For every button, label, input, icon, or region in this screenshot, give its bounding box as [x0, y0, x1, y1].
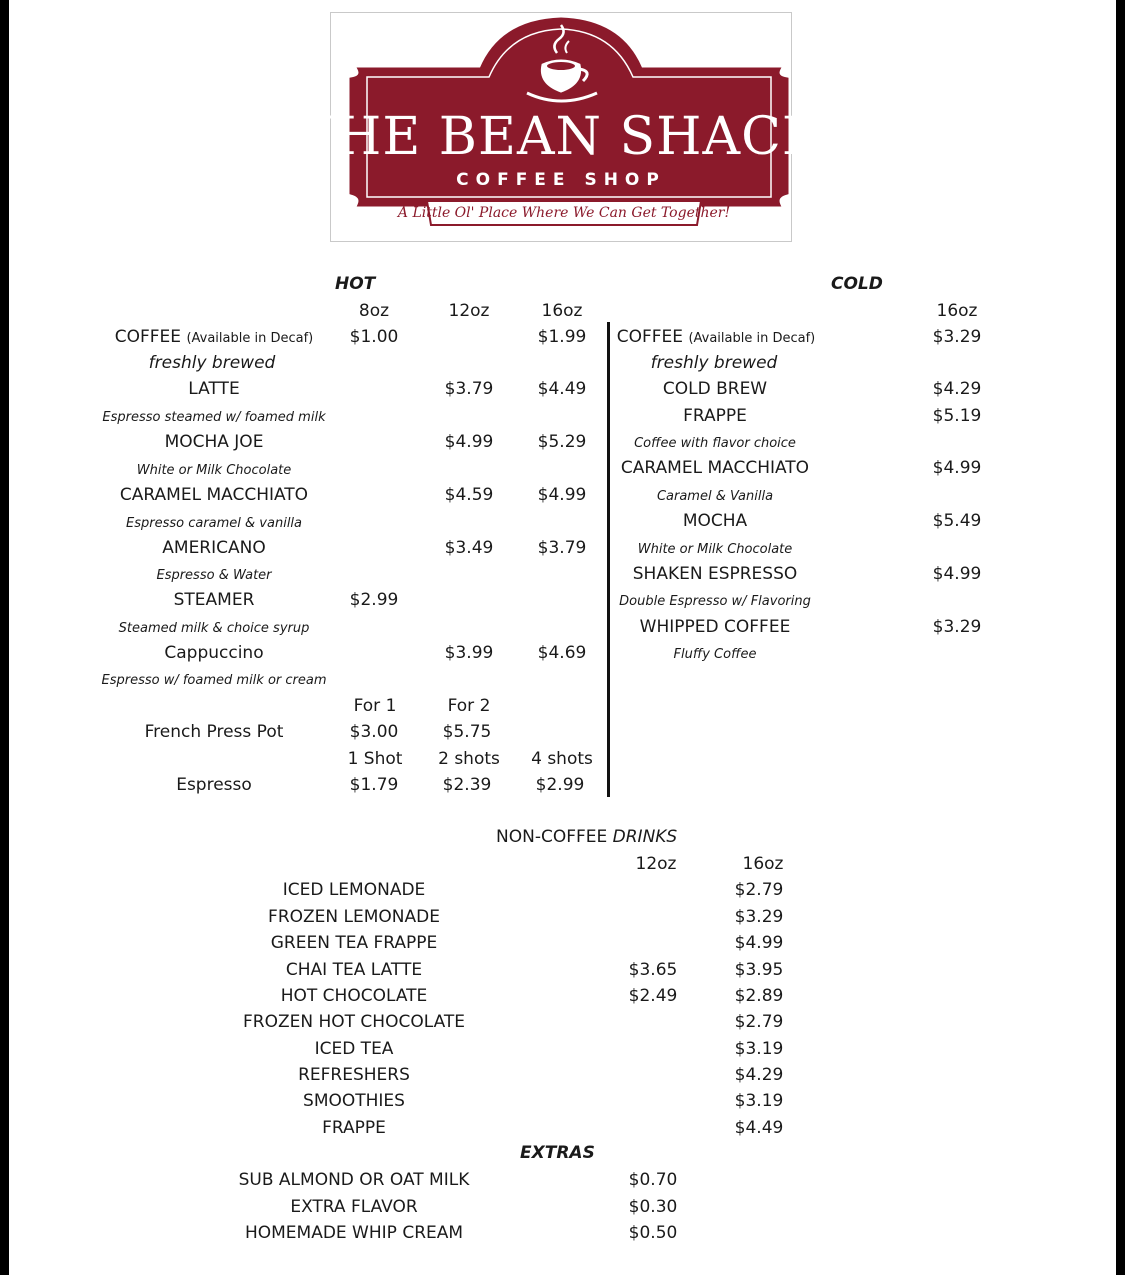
noncoffee-size-12oz: 12oz: [635, 854, 677, 874]
espresso-header: 4 shots: [531, 749, 593, 769]
hot-item-coffee: COFFEE (Available in Decaf): [114, 327, 314, 347]
cold-item-desc: Coffee with flavor choice: [634, 436, 796, 451]
hot-item-caramel-macchiato: CARAMEL MACCHIATO: [119, 485, 309, 505]
logo-title: THE BEAN SHACK: [300, 107, 822, 167]
cold-item-desc: Double Espresso w/ Flavoring: [619, 594, 811, 609]
hot-item-french-press: French Press Pot: [144, 722, 284, 742]
cold-item-caramel-macchiato: CARAMEL MACCHIATO: [620, 458, 810, 478]
noncoffee-price: $2.89: [734, 986, 784, 1006]
cold-item-frappe: FRAPPE: [683, 406, 747, 426]
hot-item-desc: freshly brewed: [148, 353, 276, 373]
hot-item-desc: Espresso & Water: [156, 568, 272, 583]
hot-price: $2.99: [349, 590, 399, 610]
noncoffee-price: $3.29: [734, 907, 784, 927]
hot-size-16oz: 16oz: [541, 301, 583, 321]
hot-price: $4.69: [537, 643, 587, 663]
hot-item-espresso: Espresso: [176, 775, 252, 795]
espresso-header: 1 Shot: [347, 749, 403, 769]
hot-price: $1.99: [537, 327, 587, 347]
noncoffee-price: $2.79: [734, 880, 784, 900]
cold-item-cold-brew: COLD BREW: [662, 379, 768, 399]
hot-price: $4.49: [537, 379, 587, 399]
noncoffee-item: CHAI TEA LATTE: [285, 960, 423, 980]
cold-price: $3.29: [932, 327, 982, 347]
noncoffee-item: SMOOTHIES: [303, 1091, 405, 1111]
noncoffee-price: $3.19: [734, 1091, 784, 1111]
noncoffee-item: FROZEN HOT CHOCOLATE: [242, 1012, 466, 1032]
noncoffee-price: $3.95: [734, 960, 784, 980]
cold-item-desc: freshly brewed: [650, 353, 778, 373]
hot-price: $1.00: [349, 327, 399, 347]
cold-price: $5.19: [932, 406, 982, 426]
logo-subtitle: COFFEE SHOP: [456, 170, 666, 190]
hot-item-desc: Espresso steamed w/ foamed milk: [102, 410, 326, 425]
cold-item-desc: Fluffy Coffee: [673, 647, 757, 662]
hot-price: $4.99: [537, 485, 587, 505]
noncoffee-price: $4.99: [734, 933, 784, 953]
cold-item-coffee: COFFEE (Available in Decaf): [616, 327, 816, 347]
hot-price: $3.99: [444, 643, 494, 663]
hot-item-mocha-joe: MOCHA JOE: [164, 432, 264, 452]
noncoffee-item: ICED LEMONADE: [282, 880, 426, 900]
hot-price: $3.00: [349, 722, 399, 742]
hot-item-desc: White or Milk Chocolate: [136, 463, 292, 478]
extras-item: EXTRA FLAVOR: [290, 1197, 418, 1217]
hot-price: $1.79: [349, 775, 399, 795]
noncoffee-item: FRAPPE: [322, 1118, 386, 1138]
hot-price: $4.99: [444, 432, 494, 452]
cold-item-shaken-espresso: SHAKEN ESPRESSO: [632, 564, 798, 584]
extras-price: $0.50: [628, 1223, 678, 1243]
cold-item-mocha: MOCHA: [682, 511, 748, 531]
noncoffee-item: HOT CHOCOLATE: [280, 986, 428, 1006]
cold-price: $5.49: [932, 511, 982, 531]
noncoffee-item: GREEN TEA FRAPPE: [270, 933, 438, 953]
hot-item-desc: Steamed milk & choice syrup: [118, 621, 310, 636]
cold-item-desc: White or Milk Chocolate: [637, 542, 793, 557]
hot-price: $4.59: [444, 485, 494, 505]
espresso-header: 2 shots: [438, 749, 500, 769]
cold-heading: COLD: [831, 274, 883, 294]
logo-tagline: A Little Ol' Place Where We Can Get Together!: [397, 205, 731, 221]
extras-heading: EXTRAS: [520, 1143, 595, 1163]
noncoffee-item: REFRESHERS: [298, 1065, 410, 1085]
cold-price: $3.29: [932, 617, 982, 637]
noncoffee-price: $3.19: [734, 1039, 784, 1059]
cold-price: $4.99: [932, 564, 982, 584]
extras-item: SUB ALMOND OR OAT MILK: [238, 1170, 470, 1190]
hot-item-desc: Espresso w/ foamed milk or cream: [101, 673, 327, 688]
noncoffee-item: ICED TEA: [314, 1039, 394, 1059]
extras-item: HOMEMADE WHIP CREAM: [244, 1223, 464, 1243]
hot-price: $2.99: [535, 775, 585, 795]
hot-price: $3.49: [444, 538, 494, 558]
hot-price: $5.29: [537, 432, 587, 452]
french-press-header: For 2: [447, 696, 491, 716]
extras-price: $0.30: [628, 1197, 678, 1217]
cold-price: $4.29: [932, 379, 982, 399]
hot-price: $3.79: [444, 379, 494, 399]
column-divider: [607, 322, 610, 797]
noncoffee-price: $2.49: [628, 986, 678, 1006]
hot-price: $3.79: [537, 538, 587, 558]
noncoffee-item: FROZEN LEMONADE: [268, 907, 440, 927]
hot-item-latte: LATTE: [188, 379, 240, 399]
cold-size-16oz: 16oz: [936, 301, 978, 321]
hot-item-americano: AMERICANO: [162, 538, 266, 558]
cold-item-desc: Caramel & Vanilla: [656, 489, 774, 504]
hot-item-steamer: STEAMER: [173, 590, 255, 610]
hot-price: $5.75: [442, 722, 492, 742]
noncoffee-price: $4.29: [734, 1065, 784, 1085]
logo-frame: [300, 12, 822, 242]
hot-item-desc: Espresso caramel & vanilla: [125, 516, 303, 531]
hot-size-12oz: 12oz: [448, 301, 490, 321]
hot-item-cappuccino: Cappuccino: [164, 643, 264, 663]
hot-price: $2.39: [442, 775, 492, 795]
hot-size-8oz: 8oz: [358, 301, 390, 321]
noncoffee-price: $2.79: [734, 1012, 784, 1032]
noncoffee-size-16oz: 16oz: [742, 854, 784, 874]
hot-heading: HOT: [335, 274, 376, 294]
noncoffee-heading: NON-COFFEE DRINKS: [496, 827, 678, 847]
noncoffee-price: $4.49: [734, 1118, 784, 1138]
french-press-header: For 1: [353, 696, 397, 716]
cold-price: $4.99: [932, 458, 982, 478]
menu-page: [9, 0, 1116, 1275]
cold-item-whipped-coffee: WHIPPED COFFEE: [639, 617, 791, 637]
noncoffee-price: $3.65: [628, 960, 678, 980]
extras-price: $0.70: [628, 1170, 678, 1190]
